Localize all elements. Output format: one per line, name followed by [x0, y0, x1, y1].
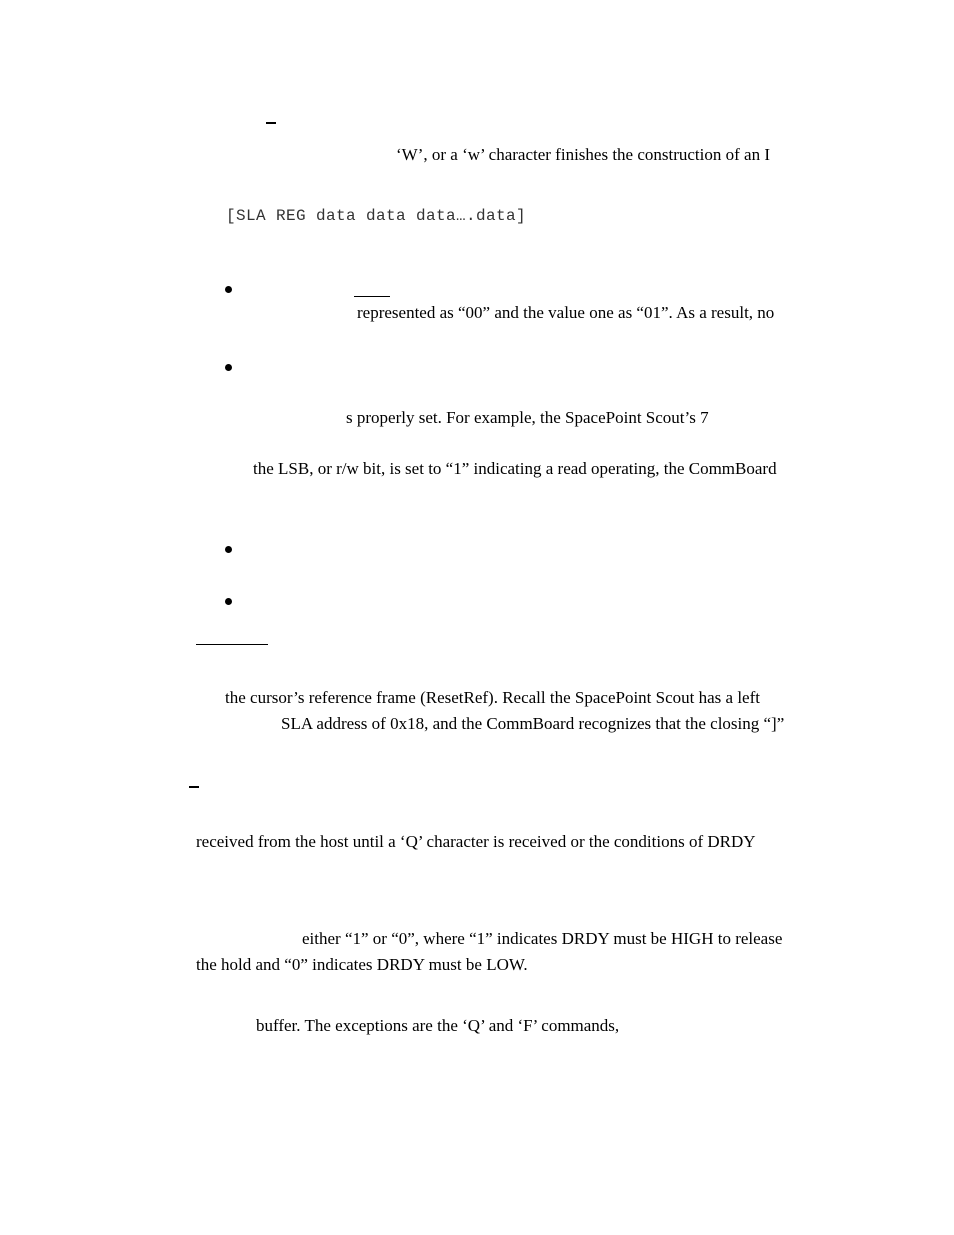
heading-dash-bottom — [189, 786, 199, 788]
example-line-2: SLA address of 0x18, and the CommBoard recognizes that the closing “]” — [281, 714, 785, 733]
bullet-point-1 — [225, 286, 232, 293]
underline-fragment-1 — [354, 296, 390, 297]
bullet-1-text: represented as “00” and the value one as “01”. As a result, no — [357, 303, 775, 322]
write-command-line: ‘W’, or a ‘w’ character finishes the construction of an I — [396, 145, 770, 164]
buffer-line: buffer. The exceptions are the ‘Q’ and ‘F’ commands, — [256, 1016, 620, 1035]
command-syntax: [SLA REG data data data….data] — [226, 207, 527, 225]
drdy-line-2: the hold and “0” indicates DRDY must be LOW. — [196, 955, 528, 974]
underline-fragment-2 — [196, 644, 268, 645]
example-line-1: the cursor’s reference frame (ResetRef). Recall the SpacePoint Scout has a left — [225, 688, 760, 707]
drdy-line-1: either “1” or “0”, where “1” indicates DRDY must be HIGH to release — [302, 929, 783, 948]
bullet-2-line-1: s properly set. For example, the SpacePoint Scout’s 7 — [346, 408, 709, 427]
bullet-2-line-2: the LSB, or r/w bit, is set to “1” indicating a read operating, the CommBoard — [253, 459, 777, 478]
bullet-point-3 — [225, 546, 232, 553]
bullet-point-2 — [225, 364, 232, 371]
bullet-point-4 — [225, 598, 232, 605]
heading-dash-top — [266, 122, 276, 124]
hold-description-line: received from the host until a ‘Q’ character is received or the conditions of DRDY — [196, 832, 756, 851]
